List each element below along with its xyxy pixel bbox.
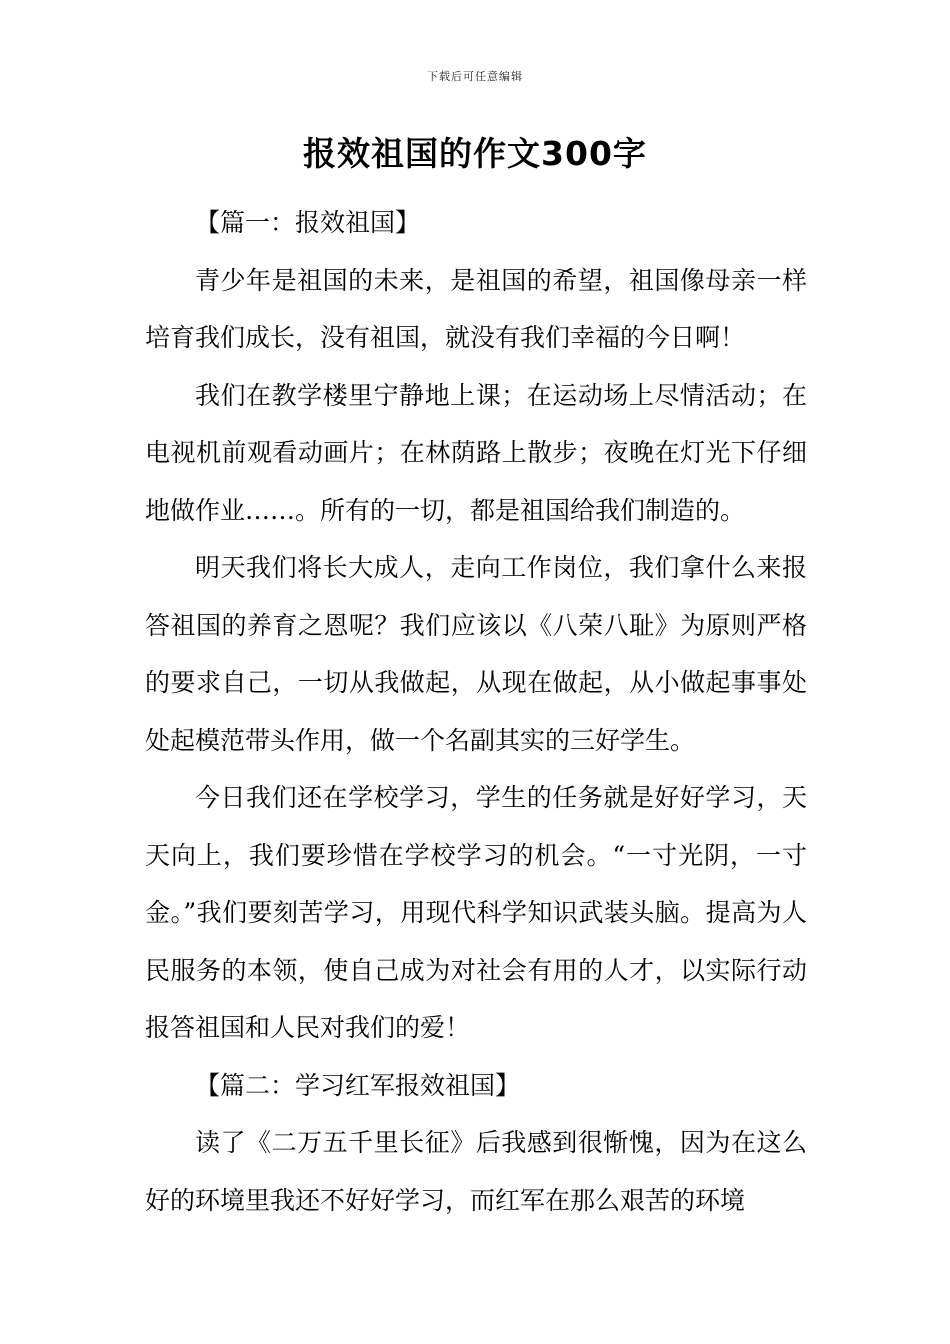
section-heading-2: 【篇二：学习红军报效祖国】 <box>195 1070 521 1100</box>
section-heading-1: 【篇一：报效祖国】 <box>195 208 421 237</box>
document-body <box>145 194 807 1229</box>
paragraph: 青少年是祖国的未来，是祖国的希望，祖国像母亲一样培育我们成长，没有祖国，就没有我们幸福的今日啊！ <box>145 265 807 352</box>
paragraph: 我们在教学楼里宁静地上课；在运动场上尽情活动；在电视机前观看动画片；在林荫路上散步；夜晚在灯光下仔细地做作业……。所有的一切，都是祖国给我们制造的。 <box>145 380 807 525</box>
paragraph: 今日我们还在学校学习，学生的任务就是好好学习，天天向上，我们要珍惜在学校学习的机会。“一寸光阴，一寸金。”我们要刻苦学习，用现代科学知识武装头脑。提高为人民服务的本领，使自己成为对社会有用的人才，以实际行动报答祖国和人民对我们的爱！ <box>145 783 807 1042</box>
paragraph: 读了《二万五千里长征》后我感到很惭愧，因为在这么好的环境里我还不好好学习，而红军在那么艰苦的环境 <box>145 1128 807 1215</box>
paragraph: 明天我们将长大成人，走向工作岗位，我们拿什么来报答祖国的养育之恩呢？我们应该以《八荣八耻》为原则严格的要求自己，一切从我做起，从现在做起，从小做起事事处处起模范带头作用，做一个名副其实的三好学生。 <box>145 553 807 755</box>
document-title: 报效祖国的作文300字 <box>303 134 647 173</box>
header-note: 下载后可任意编辑 <box>427 70 523 83</box>
